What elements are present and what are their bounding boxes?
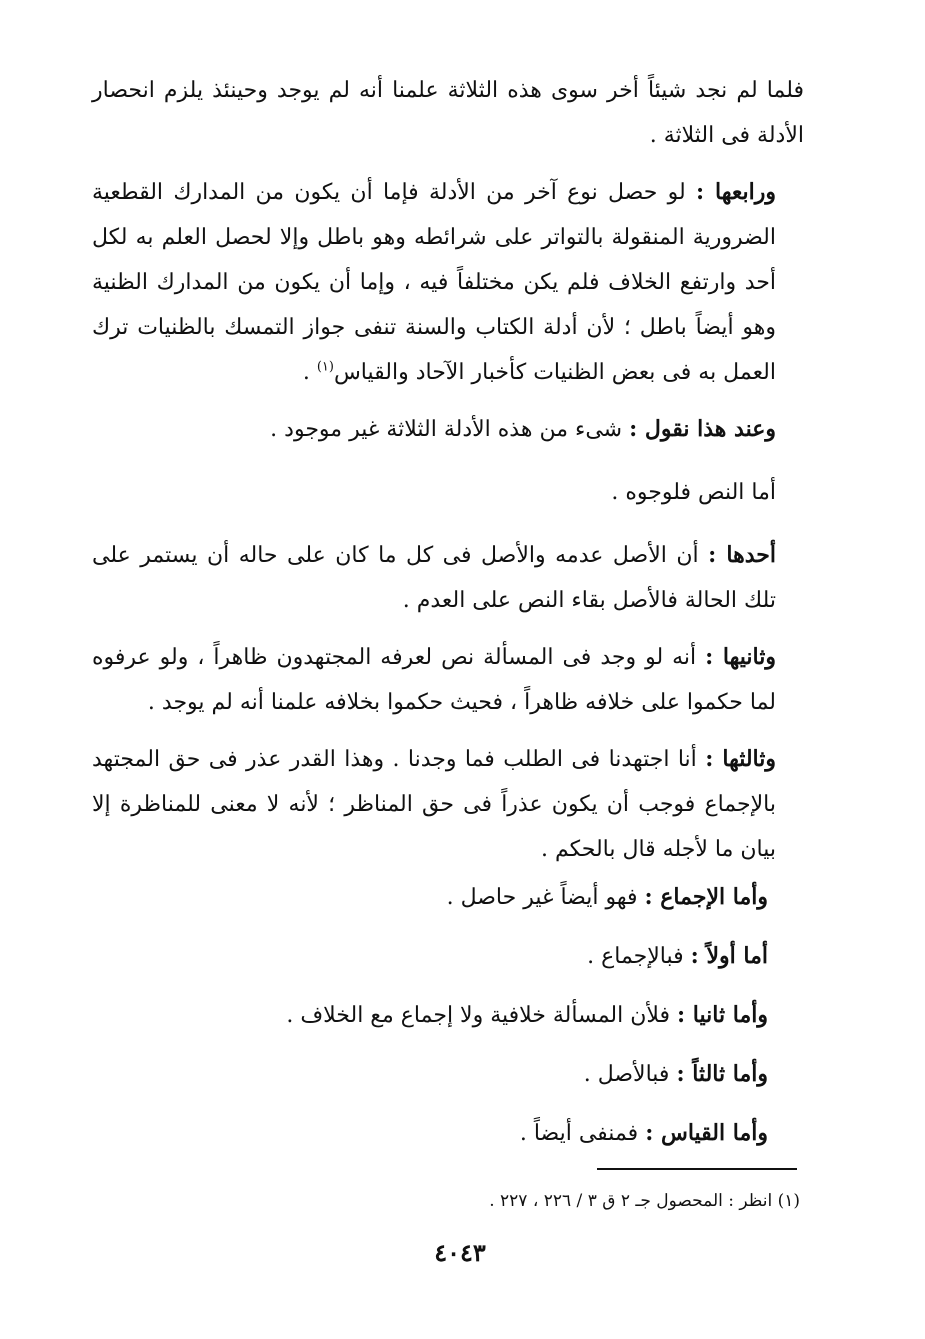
paragraph-text: فلما لم نجد شيئاً أخر سوى هذه الثلاثة علمنا أنه لم يوجد وحينئذ يلزم انحصار الأدلة فى الثلاثة . — [92, 78, 804, 148]
paragraph-7 — [92, 737, 804, 872]
paragraph-text: أما النص فلوجوه . — [611, 480, 776, 505]
line-text: فلأن المسألة خلافية ولا إجماع مع الخلاف . — [286, 1003, 678, 1028]
paragraph-end: . — [302, 360, 317, 385]
closing-line-3 — [92, 986, 768, 1045]
paragraph-lead: ورابعها : — [695, 179, 776, 205]
paragraph-1 — [92, 68, 804, 158]
line-text: فبالأصل . — [583, 1062, 677, 1087]
paragraph-text: أن الأصل عدمه والأصل فى كل ما كان على حاله أن يستمر على تلك الحالة فالأصل بقاء النص على العدم . — [92, 543, 776, 613]
paragraph-4 — [92, 470, 804, 515]
line-text: فمنفى أيضاً . — [519, 1121, 646, 1146]
paragraph-5 — [92, 533, 804, 623]
paragraph-lead: وثالثها : — [705, 746, 777, 772]
paragraph-text: شىء من هذه الأدلة الثلاثة غير موجود . — [270, 417, 630, 442]
closing-line-5 — [92, 1104, 768, 1163]
page-number: ٤٠٤٣ — [434, 1238, 486, 1267]
closing-line-1 — [92, 868, 768, 927]
closing-lines — [92, 868, 768, 1163]
paragraph-text: لو حصل نوع آخر من الأدلة فإما أن يكون من المدارك القطعية الضرورية المنقولة بالتواتر على شرائطه وهو باطل وإلا لحصل العلم به لكل أحد وارتفع الخلاف فلم يكن مختلفاً فيه ، وإما أن يكون من المدارك الظنية وهو أيضاً باطل ؛ لأن أدلة الكتاب والسنة تنفى جواز التمسك بالظنيات ترك العمل به فى بعض الظنيات كأخبار الآحاد والقياس — [92, 180, 776, 385]
paragraph-6 — [92, 635, 804, 725]
paragraph-lead: وعند هذا نقول : — [629, 416, 776, 442]
line-text: فبالإجماع . — [587, 944, 691, 969]
line-lead: وأما الإجماع : — [644, 884, 768, 910]
paragraph-lead: وثانيها : — [705, 644, 776, 670]
paragraph-text: أنا اجتهدنا فى الطلب فما وجدنا . وهذا القدر عذر فى حق المجتهد بالإجماع فوجب أن يكون عذراً فى حق المناظر ؛ لأنه لا معنى للمناظرة إلا بيان ما لأجله قال بالحكم . — [92, 747, 776, 862]
footnote-divider — [597, 1168, 797, 1170]
line-lead: أما أولاً : — [690, 943, 768, 969]
paragraph-3 — [92, 407, 804, 452]
line-lead: وأما ثالثاً : — [676, 1061, 768, 1087]
main-text — [92, 68, 804, 872]
paragraph-lead: أحدها : — [708, 542, 776, 568]
footnote: (١) انظر : المحصول جـ ٢ ق ٣ / ٢٢٦ ، ٢٢٧ . — [489, 1191, 800, 1211]
line-lead: وأما القياس : — [645, 1120, 768, 1146]
line-text: فهو أيضاً غير حاصل . — [446, 885, 645, 910]
closing-line-2 — [92, 927, 768, 986]
closing-line-4 — [92, 1045, 768, 1104]
paragraph-2 — [92, 170, 804, 395]
line-lead: وأما ثانيا : — [677, 1002, 768, 1028]
paragraph-text: أنه لو وجد فى المسألة نص لعرفه المجتهدون ظاهراً ، ولو عرفوه لما حكموا على خلافه ظاهراً ، فحيث حكموا بخلافه علمنا أنه لم يوجد . — [92, 645, 776, 715]
footnote-reference: (١) — [316, 359, 334, 375]
